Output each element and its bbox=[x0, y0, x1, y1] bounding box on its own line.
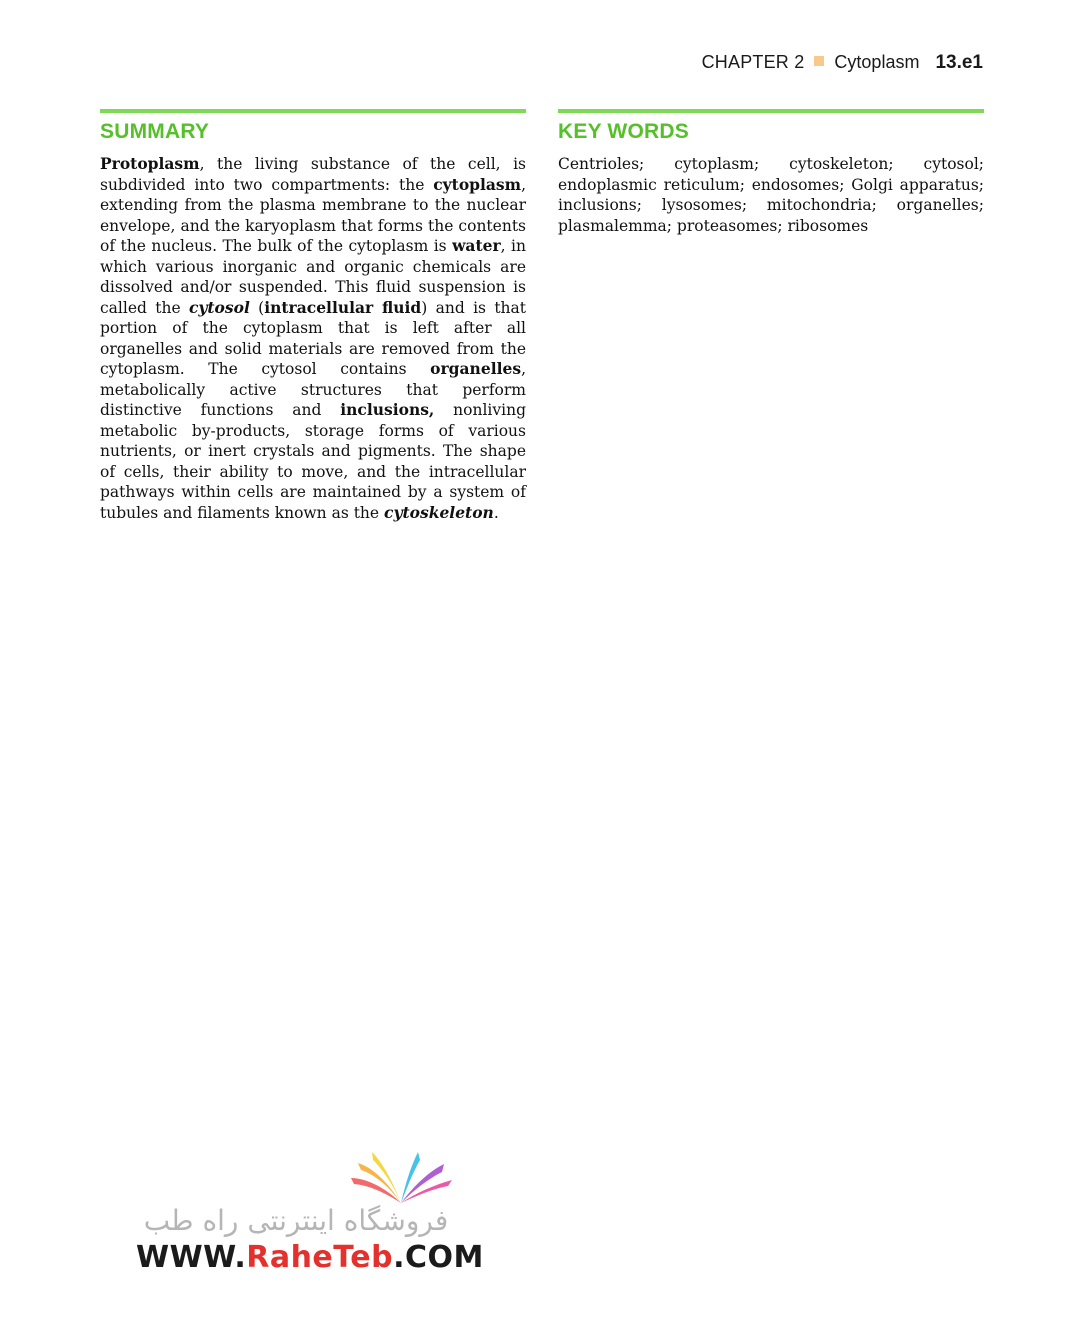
summary-text-run: , metabolically active structures that perform distinctive functions and bbox=[100, 360, 526, 419]
summary-section bbox=[100, 109, 526, 523]
store-name-persian: فروشگاه اینترنتی راه طب bbox=[143, 1204, 449, 1237]
summary-key-term: intracellular fluid bbox=[264, 297, 422, 317]
summary-heading: SUMMARY bbox=[100, 120, 210, 143]
summary-text-run: , the living substance of the cell, is subdivided into two compartments: the bbox=[100, 155, 526, 194]
chapter-topic: Cytoplasm bbox=[834, 52, 920, 72]
summary-text-run: ) and is that portion of the cytoplasm that is left after all organelles and solid materials are removed from the cytoplasm. The cytosol contains bbox=[100, 298, 526, 378]
book-rays-icon bbox=[346, 1148, 456, 1208]
summary-rule bbox=[100, 109, 526, 113]
url-prefix: WWW. bbox=[136, 1240, 247, 1275]
running-header bbox=[702, 52, 983, 74]
key-words-rule bbox=[558, 109, 984, 113]
url-suffix: .COM bbox=[393, 1240, 484, 1275]
summary-paragraph bbox=[100, 154, 526, 523]
summary-text-run: , extending from the plasma membrane to the nuclear envelope, and the karyoplasm that forms the contents of the nucleus. The bulk of the cytoplasm is bbox=[100, 175, 526, 255]
summary-key-term: water bbox=[452, 236, 501, 255]
summary-text-run: ( bbox=[249, 298, 265, 317]
store-url bbox=[136, 1240, 484, 1275]
key-words-section bbox=[558, 109, 984, 236]
summary-text-run: . bbox=[493, 503, 499, 522]
summary-text-run: nonliving metabolic by-products, storage forms of various nutrients, or inert crystals and pigments. The shape of cells, their ability to move, and the intracellular pathways within cells are maintained by a system of tubules and filaments known as the bbox=[100, 401, 526, 522]
watermark-logo bbox=[136, 1148, 484, 1283]
summary-key-term: inclusions, bbox=[340, 400, 435, 419]
summary-key-term: Protoplasm bbox=[100, 154, 200, 173]
key-words-list: Centrioles; cytoplasm; cytoskeleton; cytosol; endoplasmic reticulum; endosomes; Golgi apparatus; inclusions; lysosomes; mitochondria; organelles; plasmalemma; proteasomes; ribosomes bbox=[558, 155, 984, 235]
key-words-heading: KEY WORDS bbox=[558, 120, 689, 143]
url-brand: RaheTeb bbox=[246, 1240, 394, 1275]
summary-key-term: cytoplasm bbox=[433, 174, 522, 194]
summary-key-term: cytoskeleton bbox=[384, 502, 494, 522]
chapter-label: CHAPTER 2 bbox=[701, 52, 805, 72]
summary-key-term: cytosol bbox=[188, 297, 250, 317]
summary-key-term: organelles bbox=[430, 359, 522, 378]
header-separator-square bbox=[814, 56, 824, 66]
page-number: 13.e1 bbox=[935, 52, 983, 73]
summary-text-run: , in which various inorganic and organic chemicals are dissolved and/or suspended. This fluid suspension is called the bbox=[100, 237, 526, 317]
